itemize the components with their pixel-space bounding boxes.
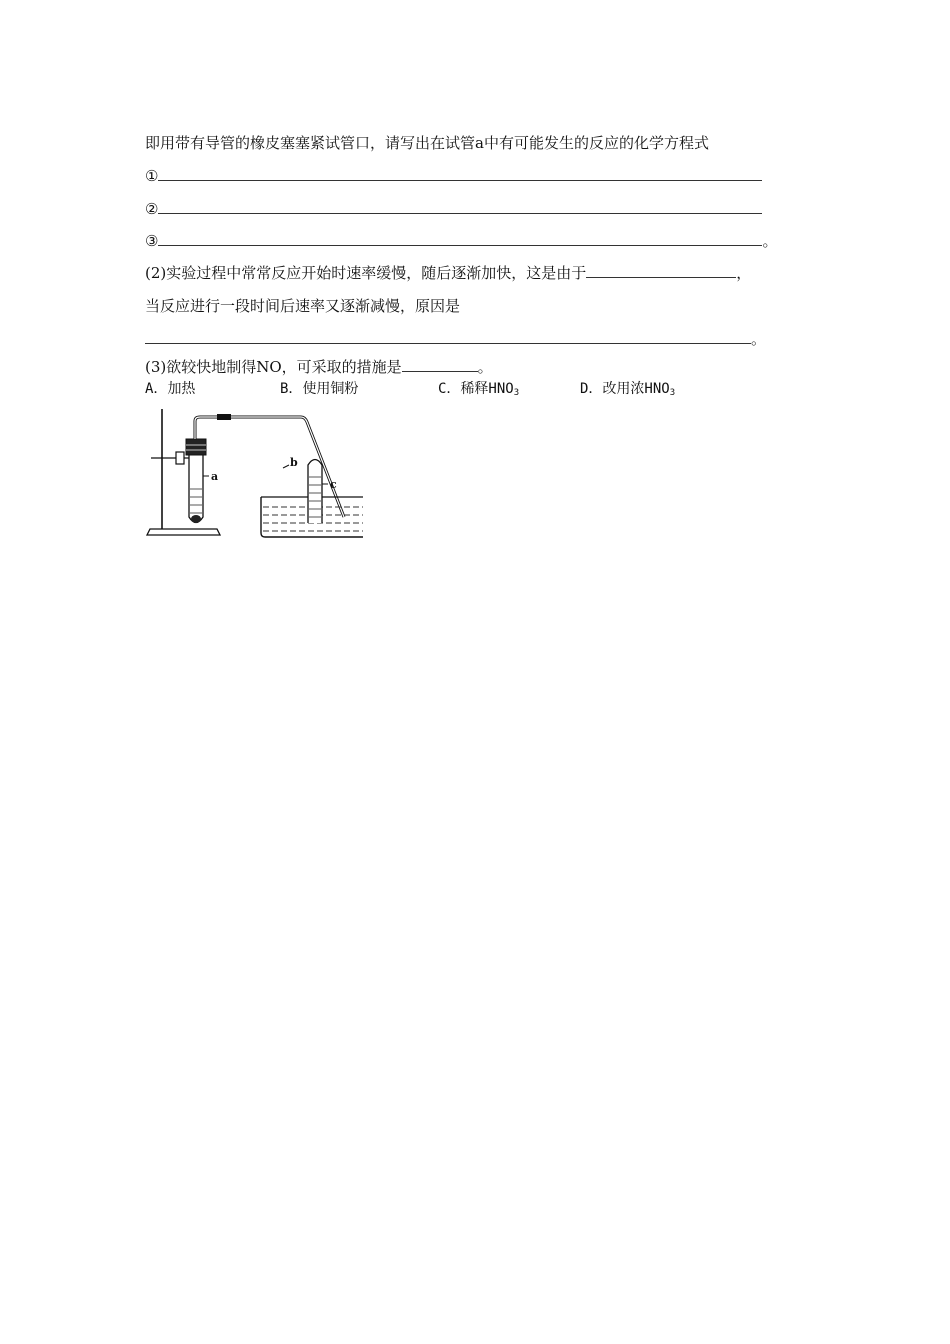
apparatus-diagram	[143, 405, 363, 540]
rubber-stopper	[186, 439, 206, 455]
part3-blank[interactable]	[402, 357, 478, 372]
answer-blank-2[interactable]	[158, 199, 762, 214]
part2-line-2: 当反应进行一段时间后速率又逐渐减慢，原因是	[145, 297, 461, 315]
test-tube-a	[189, 453, 203, 523]
part2-end: 。	[751, 330, 767, 348]
answer-blank-3[interactable]	[158, 231, 762, 246]
option-a[interactable]: A．加热	[145, 381, 196, 397]
question-intro: 即用带有导管的橡皮塞塞紧试管口，请写出在试管a中有可能发生的反应的化学方程式	[145, 134, 709, 152]
circled-marker-1: ①	[145, 167, 159, 185]
option-b[interactable]: B．使用铜粉	[280, 381, 359, 397]
label-c: c	[330, 478, 337, 491]
collecting-tube-c	[308, 460, 322, 524]
part2-blank-2[interactable]	[145, 329, 751, 344]
part2-line-1	[145, 263, 751, 283]
label-b: b	[290, 456, 298, 469]
stand-base	[147, 529, 220, 535]
circled-marker-3: ③	[145, 232, 159, 250]
part3-prefix: (3)欲较快地制得NO，可采取的措施是	[145, 358, 402, 376]
clamp-holder	[176, 452, 184, 464]
part3-end: 。	[477, 358, 493, 376]
option-d[interactable]: D．改用浓$HNO_3$	[580, 381, 676, 398]
part3-line	[145, 357, 493, 377]
label-a: a	[211, 470, 219, 483]
answer-line-2	[145, 199, 762, 219]
answer-line-3	[145, 231, 777, 251]
answer-line-1	[145, 166, 762, 186]
answer-end-3: 。	[762, 232, 778, 250]
option-c[interactable]: C．稀释$HNO_3$	[438, 381, 520, 398]
part2-suffix: ，	[736, 264, 752, 282]
copper-pieces	[191, 515, 201, 523]
answer-blank-1[interactable]	[158, 166, 762, 181]
tube-connector	[217, 414, 231, 420]
circled-marker-2: ②	[145, 200, 159, 218]
options-row	[145, 379, 675, 403]
part2-line-3	[145, 329, 766, 349]
part2-blank-1[interactable]	[586, 263, 736, 278]
part2-prefix: (2)实验过程中常常反应开始时速率缓慢，随后逐渐加快，这是由于	[145, 264, 587, 282]
